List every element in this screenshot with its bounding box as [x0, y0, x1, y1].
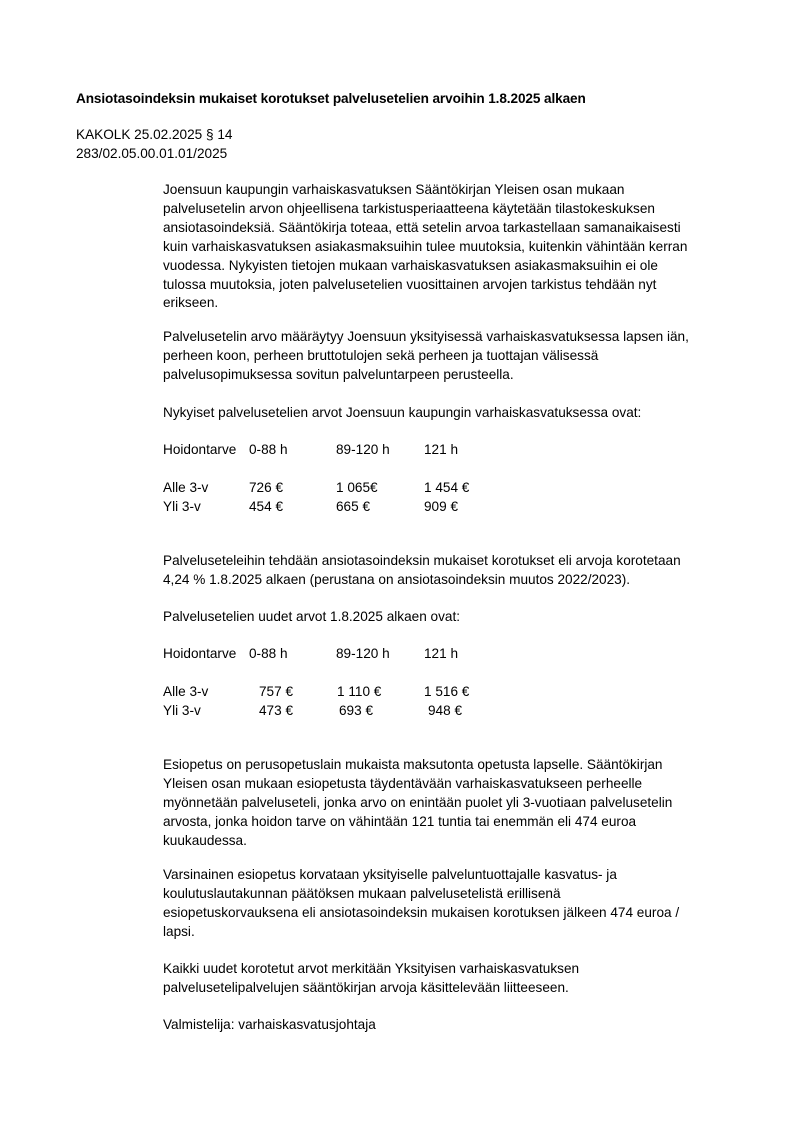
text-line: erikseen. [163, 295, 219, 311]
table-cell: 1 516 € [424, 683, 470, 699]
table-cell: 726 € [249, 479, 284, 495]
text-line: kuukaudessa. [163, 832, 247, 848]
text-line: Valmistelija: varhaiskasvatusjohtaja [163, 1017, 376, 1032]
text-line: lapsi. [163, 923, 195, 939]
meeting-reference: KAKOLK 25.02.2025 § 14 [76, 127, 233, 142]
record-number: 283/02.05.00.01.01/2025 [76, 146, 228, 161]
table-cell: 948 € [428, 702, 463, 718]
text-line: esiopetuskorvauksena eli ansiotasoindeksin mukaisen korotuksen jälkeen 474 euroa / [163, 904, 680, 920]
table-cell: 1 065€ [336, 479, 378, 495]
table-cell: 454 € [249, 498, 284, 514]
table-cell: 665 € [336, 498, 371, 514]
header-cell: 89-120 h [336, 442, 390, 457]
text-line: Palveluseteleihin tehdään ansiotasoindeksin mukaiset korotukset eli arvoja korotetaan [163, 553, 681, 568]
text-line: palvelusetelin arvon ohjeellisena tarkistusperiaatteena käytetään tilastokeskuksen [163, 200, 655, 216]
text-line: Joensuun kaupungin varhaiskasvatuksen Sääntökirjan Yleisen osan mukaan [163, 182, 625, 197]
table-cell: 693 € [339, 702, 374, 718]
text-line: Esiopetus on perusopetuslain mukaista maksutonta opetusta lapselle. Sääntökirjan [163, 757, 663, 772]
text-line: palvelusopimuksessa sovitun palveluntarpeen perusteella. [163, 366, 514, 382]
paragraph-current-values-intro [163, 404, 743, 423]
table-cell: 909 € [424, 498, 459, 514]
paragraph-appendix [163, 960, 743, 998]
header-cell: Hoidontarve [163, 442, 237, 457]
header-cell: 0-88 h [249, 442, 288, 457]
text-line: tulossa muutoksia, joten palvelusetelien vuosittainen arvojen tarkistus tehdään nyt [163, 276, 657, 292]
text-line: Yleisen osan mukaan esiopetusta täydentävään varhaiskasvatukseen perheelle [163, 775, 643, 791]
table-cell: 1 110 € [337, 683, 382, 699]
text-line: myönnetään palveluseteli, jonka arvo on enintään puolet yli 3-vuotiaan palvelusetelin [163, 794, 673, 810]
table-cell: Alle 3-v [163, 479, 209, 495]
text-line: 4,24 % 1.8.2025 alkaen (perustana on ansiotasoindeksin muutos 2022/2023). [163, 571, 631, 587]
text-line: perheen koon, perheen bruttotulojen sekä perheen ja tuottajan välisessä [163, 347, 599, 363]
paragraph-increase [163, 552, 743, 590]
paragraph-intro [163, 181, 743, 313]
header-cell: 0-88 h [249, 646, 288, 661]
table-cell: 1 454 € [424, 479, 470, 495]
text-line: Palvelusetelin arvo määräytyy Joensuun yksityisessä varhaiskasvatuksessa lapsen iän, [163, 329, 689, 344]
text-line: koulutuslautakunnan päätöksen mukaan palvelusetelistä erillisenä [163, 885, 561, 901]
text-line: arvosta, jonka hoidon tarve on vähintään 121 tuntia tai enemmän eli 474 euroa [163, 813, 637, 829]
text-line: kuin varhaiskasvatuksen asiakasmaksuihin tulee muutoksia, kuitenkin vähintään kerran [163, 238, 688, 254]
table-cell: Yli 3-v [163, 702, 201, 718]
header-cell: 121 h [424, 442, 459, 457]
table-cell: 757 € [259, 683, 294, 699]
text-line: ansiotasoindeksiä. Sääntökirja toteaa, että setelin arvoa tarkastellaan samanaikaisesti [163, 219, 681, 235]
header-cell: Hoidontarve [163, 646, 237, 661]
paragraph-new-values-intro [163, 608, 743, 627]
header-cell: 89-120 h [336, 646, 390, 661]
text-line: Kaikki uudet korotetut arvot merkitään Yksityisen varhaiskasvatuksen [163, 961, 580, 976]
table-cell: 473 € [259, 702, 294, 718]
paragraph-value-basis [163, 328, 743, 385]
header-cell: 121 h [424, 646, 459, 661]
text-line: palvelusetelipalvelujen sääntökirjan arvoja käsittelevään liitteeseen. [163, 979, 569, 995]
text-line: Varsinainen esiopetus korvataan yksityiselle palveluntuottajalle kasvatus- ja [163, 867, 617, 882]
text-line: Nykyiset palvelusetelien arvot Joensuun kaupungin varhaiskasvatuksessa ovat: [163, 405, 642, 420]
paragraph-preschool [163, 756, 743, 851]
text-line: vuodessa. Nykyisten tietojen mukaan varhaiskasvatuksen asiakasmaksuihin ei ole [163, 257, 658, 273]
document-title: Ansiotasoindeksin mukaiset korotukset palvelusetelien arvoihin 1.8.2025 alkaen [76, 91, 586, 106]
text-line: Palvelusetelien uudet arvot 1.8.2025 alkaen ovat: [163, 609, 461, 624]
table-cell: Yli 3-v [163, 498, 201, 514]
paragraph-preparer [163, 1016, 743, 1035]
table-cell: Alle 3-v [163, 683, 209, 699]
paragraph-preschool-compensation [163, 866, 743, 942]
